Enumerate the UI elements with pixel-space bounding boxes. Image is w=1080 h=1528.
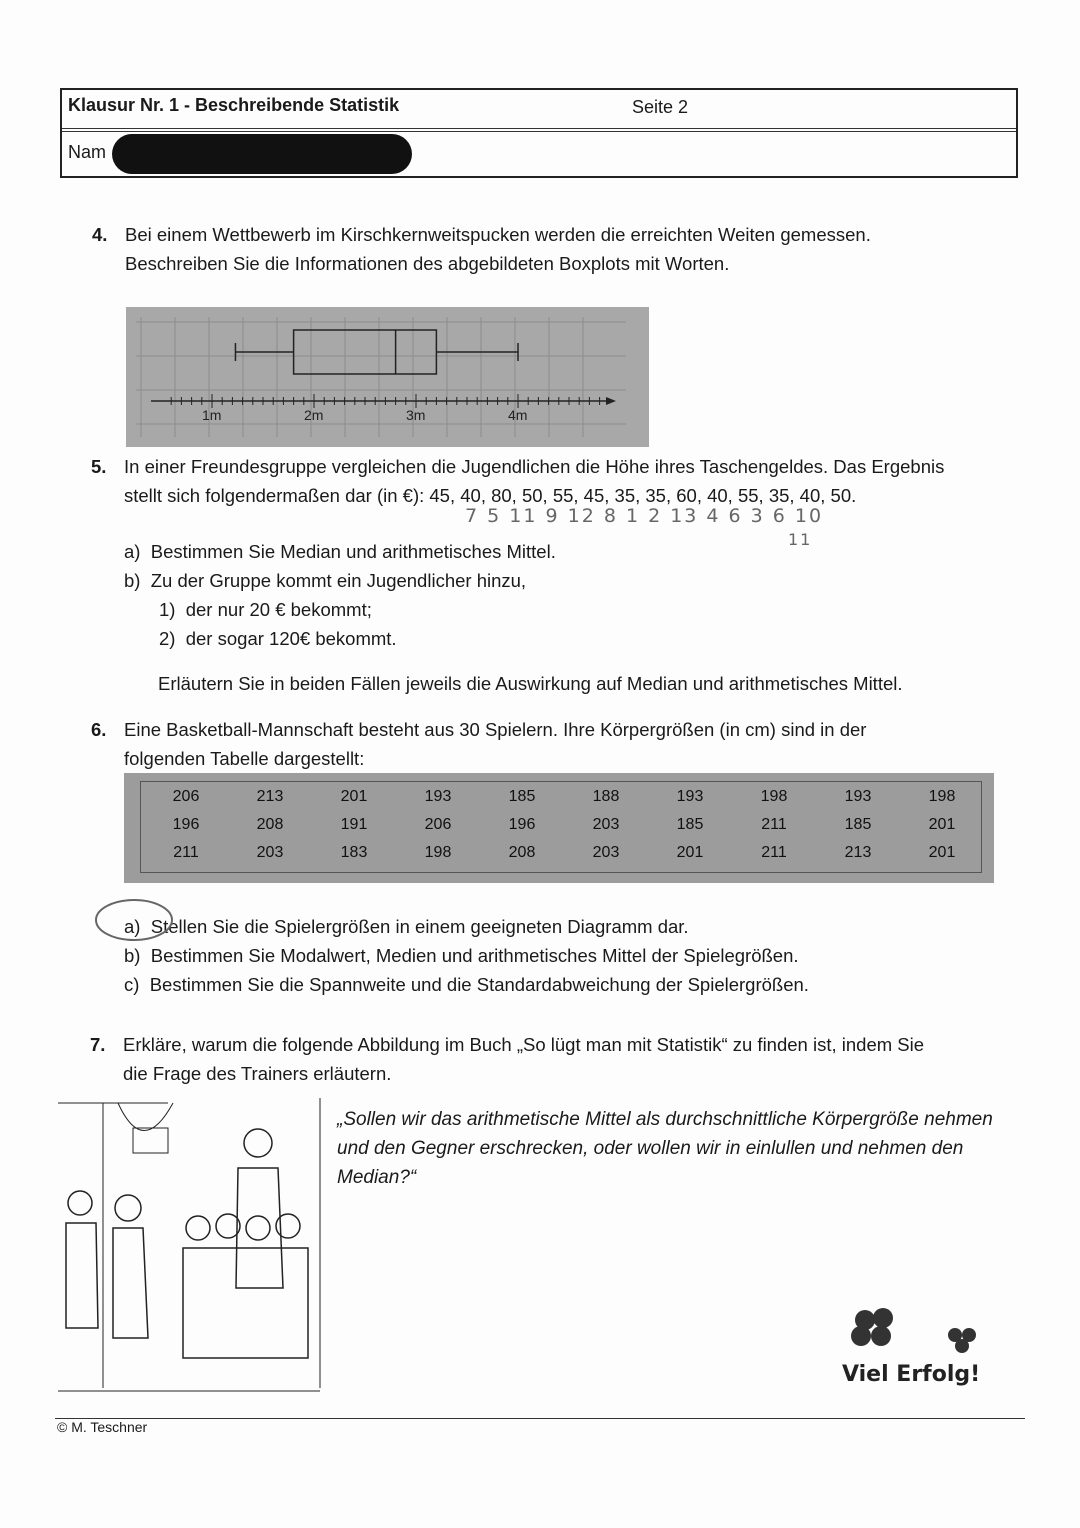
basketball-cartoon — [58, 1098, 323, 1396]
sub-text: Erläutern Sie in beiden Fällen jeweils die Auswirkung auf Median und arithmetisches Mittel. — [158, 673, 903, 694]
table-cell: 203 — [592, 816, 620, 833]
table-cell: 211 — [173, 844, 199, 861]
task-text: Eine Basketball-Mannschaft besteht aus 30 Spielern. Ihre Körpergrößen (in cm) sind in der — [124, 719, 867, 740]
table-cell: 206 — [424, 816, 452, 833]
table-cell: 193 — [424, 788, 452, 805]
boxplot-background — [126, 307, 649, 447]
axis-label: 1m — [202, 407, 222, 423]
task-text: In einer Freundesgruppe vergleichen die Jugendlichen die Höhe ihres Taschengeldes. Das Ergebnis — [124, 456, 945, 477]
table-cell: 201 — [928, 816, 956, 833]
task-text: folgenden Tabelle dargestellt: — [124, 748, 365, 769]
table-cell: 185 — [676, 816, 704, 833]
task-4 — [92, 220, 871, 278]
task-number: 7. — [90, 1034, 106, 1055]
table-cell: 203 — [256, 844, 284, 861]
table-cell: 208 — [256, 816, 284, 833]
sub-text: Bestimmen Sie Median und arithmetisches Mittel. — [150, 541, 556, 562]
footer — [55, 1418, 1025, 1435]
table-cell: 183 — [340, 844, 368, 861]
table-cell: 211 — [761, 816, 787, 833]
height-table — [124, 773, 994, 883]
table-cell: 201 — [928, 844, 956, 861]
table-cell: 208 — [508, 844, 536, 861]
task-text: Beschreiben Sie die Informationen des abgebildeten Boxplots mit Worten. — [125, 253, 730, 274]
sub-text: der sogar 120€ bekommt. — [185, 628, 397, 649]
table-cell: 193 — [844, 788, 872, 805]
sub-text: der nur 20 € bekommt; — [185, 599, 372, 620]
table-cell: 193 — [676, 788, 704, 805]
task-text: die Frage des Trainers erläutern. — [123, 1063, 392, 1084]
table-cell: 203 — [592, 844, 620, 861]
sub-label: b) — [124, 570, 141, 591]
task-7 — [90, 1030, 925, 1088]
table-cell: 206 — [172, 788, 200, 805]
table-cell: 185 — [508, 788, 536, 805]
copyright: © M. Teschner — [57, 1419, 148, 1435]
axis-label: 3m — [406, 407, 426, 423]
task-text: stellt sich folgendermaßen dar (in €): 45, 40, 80, 50, 55, 45, 35, 35, 60, 40, 55, 35, 40, 50. — [124, 485, 857, 506]
task-5 — [91, 452, 945, 510]
table-cell: 196 — [172, 816, 200, 833]
axis-label: 2m — [304, 407, 324, 423]
sub-text: Bestimmen Sie die Spannweite und die Standardabweichung der Spielergrößen. — [149, 974, 809, 995]
table-cell: 198 — [760, 788, 788, 805]
page-number: Seite 2 — [632, 97, 689, 117]
sub-text: Zu der Gruppe kommt ein Jugendlicher hinzu, — [150, 570, 527, 591]
task-number: 6. — [91, 719, 107, 740]
sub-text: Bestimmen Sie Modalwert, Medien und arithmetisches Mittel der Spielegrößen. — [150, 945, 799, 966]
task-number: 4. — [92, 224, 108, 245]
name-label: Nam — [68, 142, 107, 162]
handwritten-circle — [92, 895, 182, 945]
task-6 — [91, 715, 867, 773]
sub-text: Stellen Sie die Spielergrößen in einem geeigneten Diagramm dar. — [150, 916, 689, 937]
exam-header — [60, 88, 1018, 178]
task-text: Bei einem Wettbewerb im Kirschkernweitspucken werden die erreichten Weiten gemessen. — [125, 224, 871, 245]
sub-label: b) — [124, 945, 141, 966]
sub-label: a) — [124, 541, 141, 562]
table-cell: 213 — [844, 844, 872, 861]
table-cell: 211 — [761, 844, 787, 861]
table-cell: 213 — [256, 788, 284, 805]
sub-label: 1) — [159, 599, 176, 620]
sub-label: c) — [124, 974, 140, 995]
redacted-name — [112, 134, 412, 174]
handwritten-ranks: 7 5 11 9 12 8 1 2 13 4 6 3 6 10 — [465, 505, 824, 527]
task-text: Erkläre, warum die folgende Abbildung im Buch „So lügt man mit Statistik“ zu finden ist, indem Sie — [123, 1034, 925, 1055]
task-number: 5. — [91, 456, 107, 477]
axis-label: 4m — [508, 407, 528, 423]
task-6-subtasks — [124, 912, 809, 999]
trainer-quote: „Sollen wir das arithmetische Mittel als durchschnittliche Körpergröße nehmen und den Gegner erschrecken, oder wollen wir in einlullen und nehmen den Median?“ — [337, 1109, 993, 1188]
exam-title: Klausur Nr. 1 - Beschreibende Statistik — [68, 95, 400, 115]
table-cell: 201 — [340, 788, 368, 805]
sub-label: 2) — [159, 628, 176, 649]
table-cell: 185 — [844, 816, 872, 833]
table-cell: 201 — [676, 844, 704, 861]
table-cell: 198 — [928, 788, 956, 805]
task-5-subtasks — [124, 537, 903, 698]
table-cell: 188 — [592, 788, 620, 805]
handwritten-note: 11 — [788, 530, 813, 549]
sub-label: a) — [124, 916, 141, 937]
table-cell: 196 — [508, 816, 536, 833]
table-cell: 198 — [424, 844, 452, 861]
table-cell: 191 — [340, 816, 368, 833]
boxplot-figure — [126, 307, 649, 447]
good-luck-text: Viel Erfolg! — [842, 1362, 981, 1387]
